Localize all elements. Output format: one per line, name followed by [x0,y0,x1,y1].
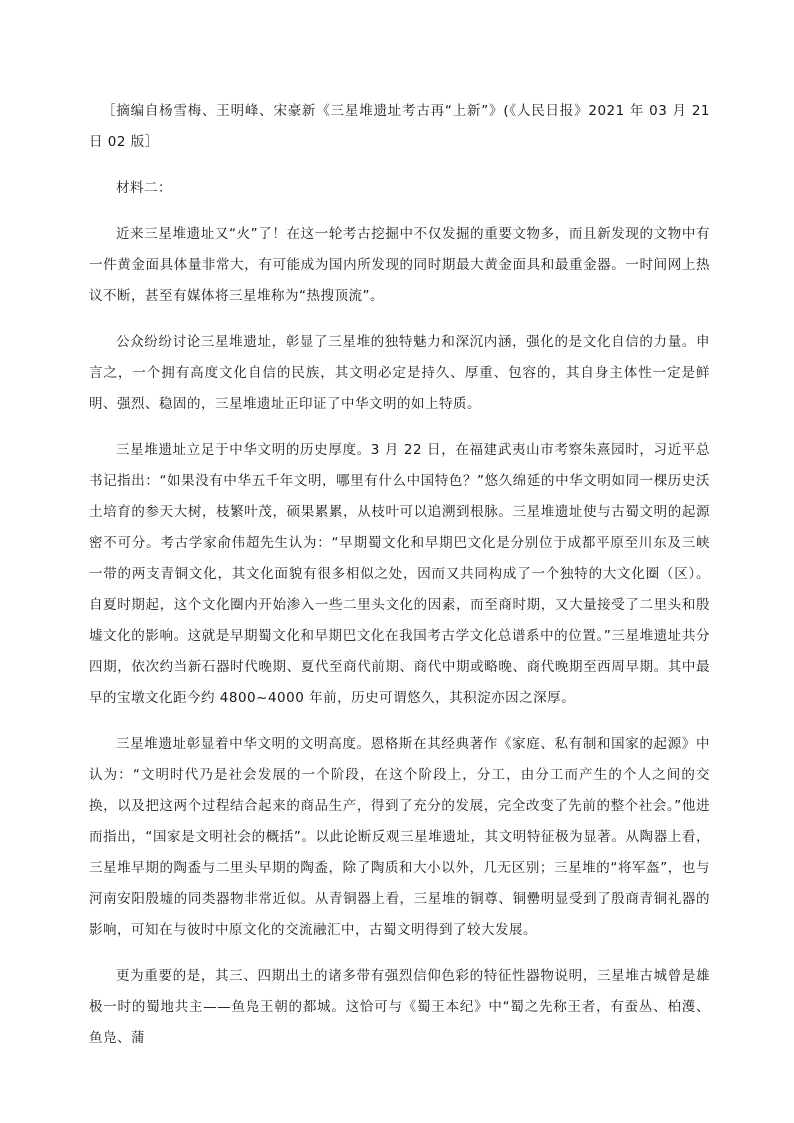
document-page [89,96,710,1054]
citation: ［摘编自杨雪梅、王明峰、宋豪新《三星堆遗址考古再“上新”》(《人民日报》2021 年 03 月 21 日 02 版］ [89,103,710,150]
paragraph-5: 更为重要的是，其三、四期出土的诸多带有强烈信仰色彩的特征性器物说明，三星堆古城曾是雄极一时的蜀地共主——鱼凫王朝的都城。这恰可与《蜀王本纪》中“蜀之先称王者，有蚕丛、柏濩、鱼凫、蒲 [89,968,710,1046]
spacer [89,204,710,219]
section-label: 材料二： [116,180,172,196]
spacer [89,714,710,729]
spacer [89,420,710,435]
paragraph-2: 公众纷纷讨论三星堆遗址，彰显了三星堆的独特魅力和深沉内涵，强化的是文化自信的力量。申言之，一个拥有高度文化自信的民族，其文明必定是持久、厚重、包容的，其自身主体性一定是鲜明、强烈、稳固的，三星堆遗址正印证了中华文明的如上特质。 [89,334,710,412]
spacer [89,312,710,327]
paragraph-3: 三星堆遗址立足于中华文明的历史厚度。3 月 22 日，在福建武夷山市考察朱熹园时，习近平总书记指出：“如果没有中华五千年文明，哪里有什么中国特色？”悠久绵延的中华文明如同一棵历史沃土培育的参天大树，枝繁叶茂，硕果累累，从枝叶可以追溯到根脉。三星堆遗址使与古蜀文明的起源密不可分。考古学家俞伟超先生认为：“早期蜀文化和早期巴文化是分别位于成都平原至川东及三峡一带的两支青铜文化，其文化面貌有很多相似之处，因而又共同构成了一个独特的大文化圈（区）。自夏时期起，这个文化圈内开始渗入一些二里头文化的因素，而至商时期，又大量接受了二里头和殷墟文化的影响。这就是早期蜀文化和早期巴文化在我国考古学文化总谱系中的位置。”三星堆遗址共分四期，依次约当新石器时代晚期、夏代至商代前期、商代中期或略晚、商代晚期至西周早期。其中最早的宝墩文化距今约 4800~4000 年前，历史可谓悠久，其积淀亦因之深厚。 [89,442,710,706]
paragraph-4: 三星堆遗址彰显着中华文明的文明高度。恩格斯在其经典著作《家庭、私有制和国家的起源》中认为：“文明时代乃是社会发展的一个阶段，在这个阶段上，分工，由分工而产生的个人之间的交换，以及把这两个过程结合起来的商品生产，得到了充分的发展，完全改变了先前的整个社会。”他进而指出，“国家是文明社会的概括”。以此论断反观三星堆遗址，其文明特征极为显著。从陶器上看，三星堆早期的陶盉与二里头早期的陶盉，除了陶质和大小以外，几无区别；三星堆的“将军盔”，也与河南安阳殷墟的同类器物非常近似。从青铜器上看，三星堆的铜尊、铜罍明显受到了殷商青铜礼器的影响，可知在与彼时中原文化的交流融汇中，古蜀文明得到了较大发展。 [89,736,710,938]
spacer [89,158,710,173]
paragraph-1: 近来三星堆遗址又“火”了！在这一轮考古挖掘中不仅发掘的重要文物多，而且新发现的文物中有一件黄金面具体量非常大，有可能成为国内所发现的同时期最大黄金面具和最重金器。一时间网上热议不断，甚至有媒体将三星堆称为“热搜顶流”。 [89,226,710,304]
spacer [89,946,710,961]
